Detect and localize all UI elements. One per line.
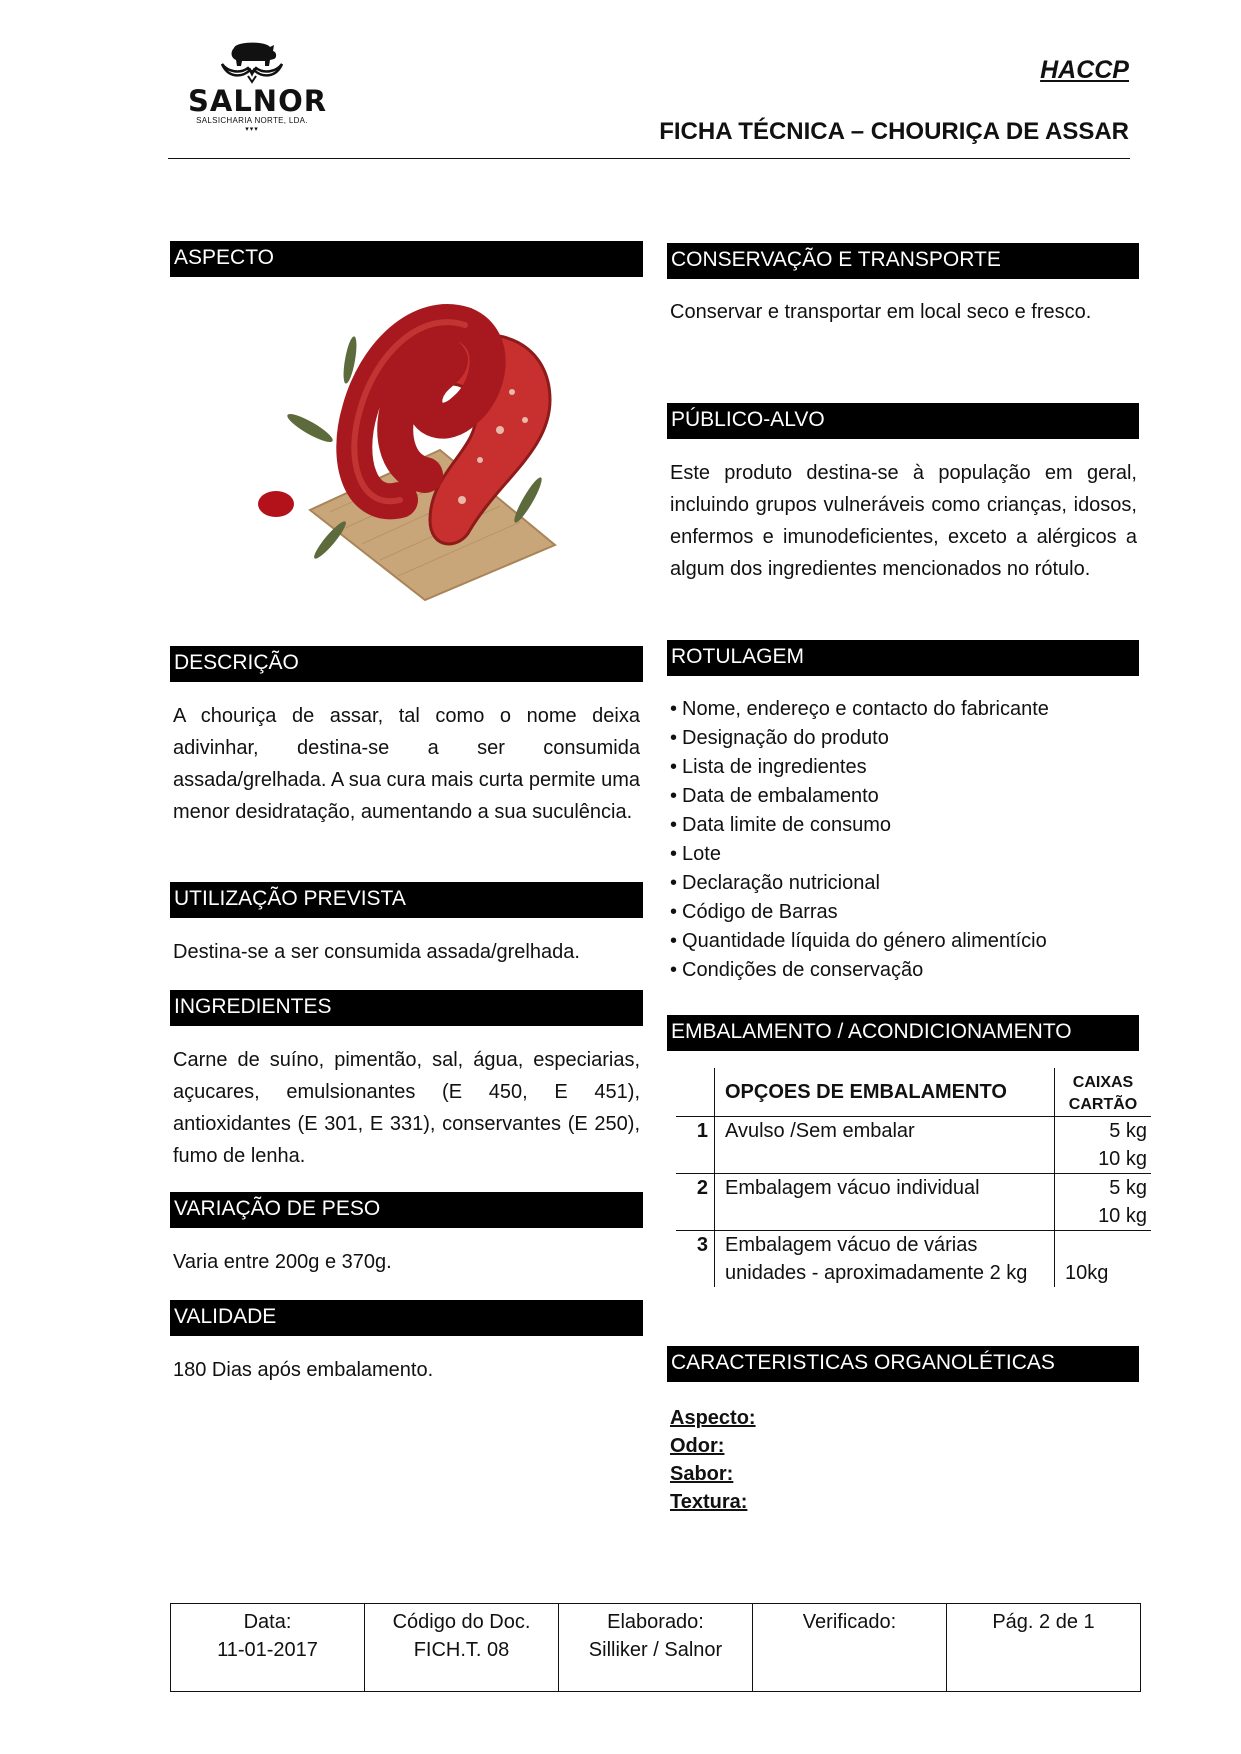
publico-text: Este produto destina-se à população em geral, incluindo grupos vulneráveis como crianças, idosos, enfermos e imunodeficientes, exceto a alérgicos a algum dos ingredientes mencionados no rótulo.	[670, 462, 1137, 580]
column-header-option: OPÇOES DE EMBALAMENTO	[715, 1068, 1055, 1117]
section-organolepticas-header: CARACTERISTICAS ORGANOLÉTICAS	[667, 1346, 1139, 1382]
section-validade-header: VALIDADE	[170, 1300, 643, 1336]
field-sabor-label: Sabor:	[670, 1463, 734, 1485]
section-ingredientes-header: INGREDIENTES	[170, 990, 643, 1026]
list-item: • Designação do produto	[670, 724, 1137, 753]
document-footer-table	[170, 1603, 1141, 1692]
list-item: • Quantidade líquida do género alimentício	[670, 927, 1137, 956]
table-row: 1 Avulso /Sem embalar 5 kg 10 kg	[676, 1117, 1151, 1174]
table-header-row	[676, 1068, 1151, 1117]
footer-date-cell: Data: 11-01-2017	[171, 1604, 365, 1692]
footer-author-value: Silliker / Salnor	[588, 1639, 723, 1661]
field-odor-label: Odor:	[670, 1435, 725, 1457]
list-item: • Lista de ingredientes	[670, 753, 1137, 782]
logo-ornament: ▾▾▾	[245, 126, 259, 133]
brand-name: SALNOR	[188, 84, 328, 118]
table-row: 3 Embalagem vácuo de várias unidades - aproximadamente 2 kg 10kg	[676, 1231, 1151, 1288]
company-logo	[188, 38, 328, 148]
ingredientes-text: Carne de suíno, pimentão, sal, água, especiarias, açucares, emulsionantes (E 450, E 451), antioxidantes (E 301, E 331), conservantes (E 250), fumo de lenha.	[173, 1049, 640, 1167]
organolepticas-fields	[670, 1404, 1137, 1516]
list-item: • Condições de conservação	[670, 956, 1137, 985]
list-item: • Nome, endereço e contacto do fabricante	[670, 695, 1137, 724]
descricao-text: A chouriça de assar, tal como o nome deixa adivinhar, destina-se a ser consumida assada/grelhada. A sua cura mais curta permite uma menor desidratação, aumentando a sua suculência.	[173, 705, 640, 823]
table-row: 2 Embalagem vácuo individual 5 kg 10 kg	[676, 1174, 1151, 1231]
section-publico-header: PÚBLICO-ALVO	[667, 403, 1139, 439]
haccp-tag: HACCP	[1040, 56, 1129, 84]
section-utilizacao-header: UTILIZAÇÃO PREVISTA	[170, 882, 643, 918]
column-header-box: CAIXAS CARTÃO	[1055, 1068, 1152, 1117]
section-embalamento-header: EMBALAMENTO / ACONDICIONAMENTO	[667, 1015, 1139, 1051]
list-item: • Data limite de consumo	[670, 811, 1137, 840]
conservacao-text: Conservar e transportar em local seco e fresco.	[670, 301, 1092, 323]
footer-code-cell: Código do Doc. FICH.T. 08	[365, 1604, 559, 1692]
section-aspecto-header: ASPECTO	[170, 241, 643, 277]
brand-subtitle: SALSICHARIA NORTE, LDA.	[196, 116, 308, 125]
footer-verified-cell: Verificado:	[753, 1604, 947, 1692]
section-rotulagem-header: ROTULAGEM	[667, 640, 1139, 676]
utilizacao-text: Destina-se a ser consumida assada/grelhada.	[173, 941, 580, 963]
list-item: • Data de embalamento	[670, 782, 1137, 811]
footer-author-cell: Elaborado: Silliker / Salnor	[559, 1604, 753, 1692]
packaging-table	[676, 1068, 1151, 1287]
footer-date-value: 11-01-2017	[217, 1639, 318, 1661]
section-descricao-header: DESCRIÇÃO	[170, 646, 643, 682]
list-item: • Código de Barras	[670, 898, 1137, 927]
validade-text: 180 Dias após embalamento.	[173, 1359, 434, 1381]
footer-page-cell: Pág. 2 de 1	[947, 1604, 1141, 1692]
variacao-text: Varia entre 200g e 370g.	[173, 1251, 392, 1273]
field-textura-label: Textura:	[670, 1491, 748, 1513]
footer-code-value: FICH.T. 08	[413, 1639, 510, 1661]
section-conservacao-header: CONSERVAÇÃO E TRANSPORTE	[667, 243, 1139, 279]
list-item: • Lote	[670, 840, 1137, 869]
product-photo	[250, 300, 570, 620]
document-title: FICHA TÉCNICA – CHOURIÇA DE ASSAR	[659, 118, 1129, 145]
rotulagem-list	[670, 695, 1137, 985]
list-item: • Declaração nutricional	[670, 869, 1137, 898]
header-divider	[168, 158, 1130, 159]
pig-mustache-icon	[220, 38, 284, 84]
section-variacao-header: VARIAÇÃO DE PESO	[170, 1192, 643, 1228]
field-aspecto-label: Aspecto:	[670, 1407, 756, 1429]
